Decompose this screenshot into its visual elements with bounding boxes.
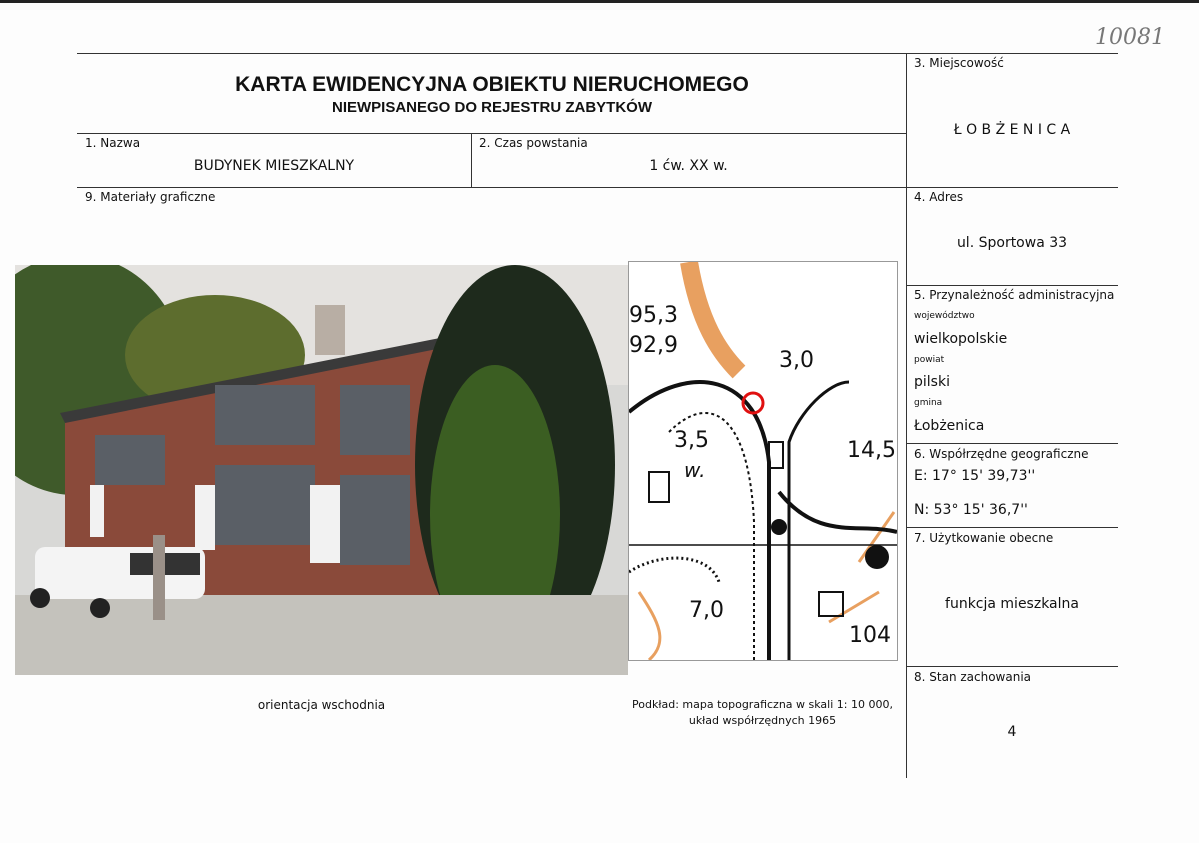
usage-value: funkcja mieszkalna — [945, 596, 1079, 612]
handwritten-number: 10081 — [1095, 25, 1165, 50]
divider — [906, 443, 1118, 444]
map-caption-line-2: układ współrzędnych 1965 — [688, 714, 837, 727]
locality-label: 3. Miejscowość — [914, 56, 1004, 70]
building-photo — [15, 265, 628, 675]
coords-n: N: 53° 15' 36,7'' — [914, 502, 1028, 518]
county-value: pilski — [914, 374, 950, 390]
divider — [906, 285, 1118, 286]
name-label: 1. Nazwa — [85, 136, 141, 150]
coords-label: 6. Współrzędne geograficzne — [914, 447, 1089, 461]
map-caption-line-1: Podkład: mapa topograficzna w skali 1: 10 000, — [632, 698, 893, 711]
map-label: 3,5 — [674, 428, 709, 453]
address-value: ul. Sportowa 33 — [956, 235, 1068, 251]
map-label: 92,9 — [629, 333, 678, 358]
divider — [77, 187, 1118, 188]
commune-value: Łobżenica — [914, 418, 985, 434]
graphics-label: 9. Materiały graficzne — [85, 190, 216, 204]
locality-value: Ł O B Ż E N I C A — [953, 122, 1071, 138]
address-label: 4. Adres — [914, 190, 964, 204]
photo-caption: orientacja wschodnia — [257, 698, 386, 712]
page-subtitle: NIEWPISANEGO DO REJESTRU ZABYTKÓW — [331, 99, 653, 116]
map-label: 95,3 — [629, 303, 678, 328]
divider — [906, 53, 907, 778]
period-value: 1 ćw. XX w. — [649, 158, 728, 174]
usage-label: 7. Użytkowanie obecne — [914, 531, 1054, 545]
page-title: KARTA EWIDENCYJNA OBIEKTU NIERUCHOMEGO — [235, 73, 749, 96]
name-value: BUDYNEK MIESZKALNY — [193, 158, 355, 174]
coords-e: E: 17° 15' 39,73'' — [914, 468, 1036, 484]
divider — [77, 53, 1118, 54]
map-label: 104 — [849, 623, 891, 648]
divider — [906, 527, 1118, 528]
county-label: powiat — [914, 355, 945, 365]
map-label: 14,5 — [847, 438, 896, 463]
voivodeship-value: wielkopolskie — [914, 331, 1008, 347]
map-label: w. — [684, 458, 706, 482]
map-label: 3,0 — [779, 348, 814, 373]
commune-label: gmina — [914, 398, 943, 408]
topographic-map — [628, 261, 898, 661]
map-label: 7,0 — [689, 598, 724, 623]
condition-label: 8. Stan zachowania — [914, 670, 1032, 684]
voivodeship-label: województwo — [914, 311, 975, 321]
admin-label: 5. Przynależność administracyjna — [914, 288, 1115, 302]
divider — [906, 666, 1118, 667]
period-label: 2. Czas powstania — [479, 136, 588, 150]
divider — [77, 133, 906, 134]
condition-value: 4 — [1007, 724, 1017, 740]
